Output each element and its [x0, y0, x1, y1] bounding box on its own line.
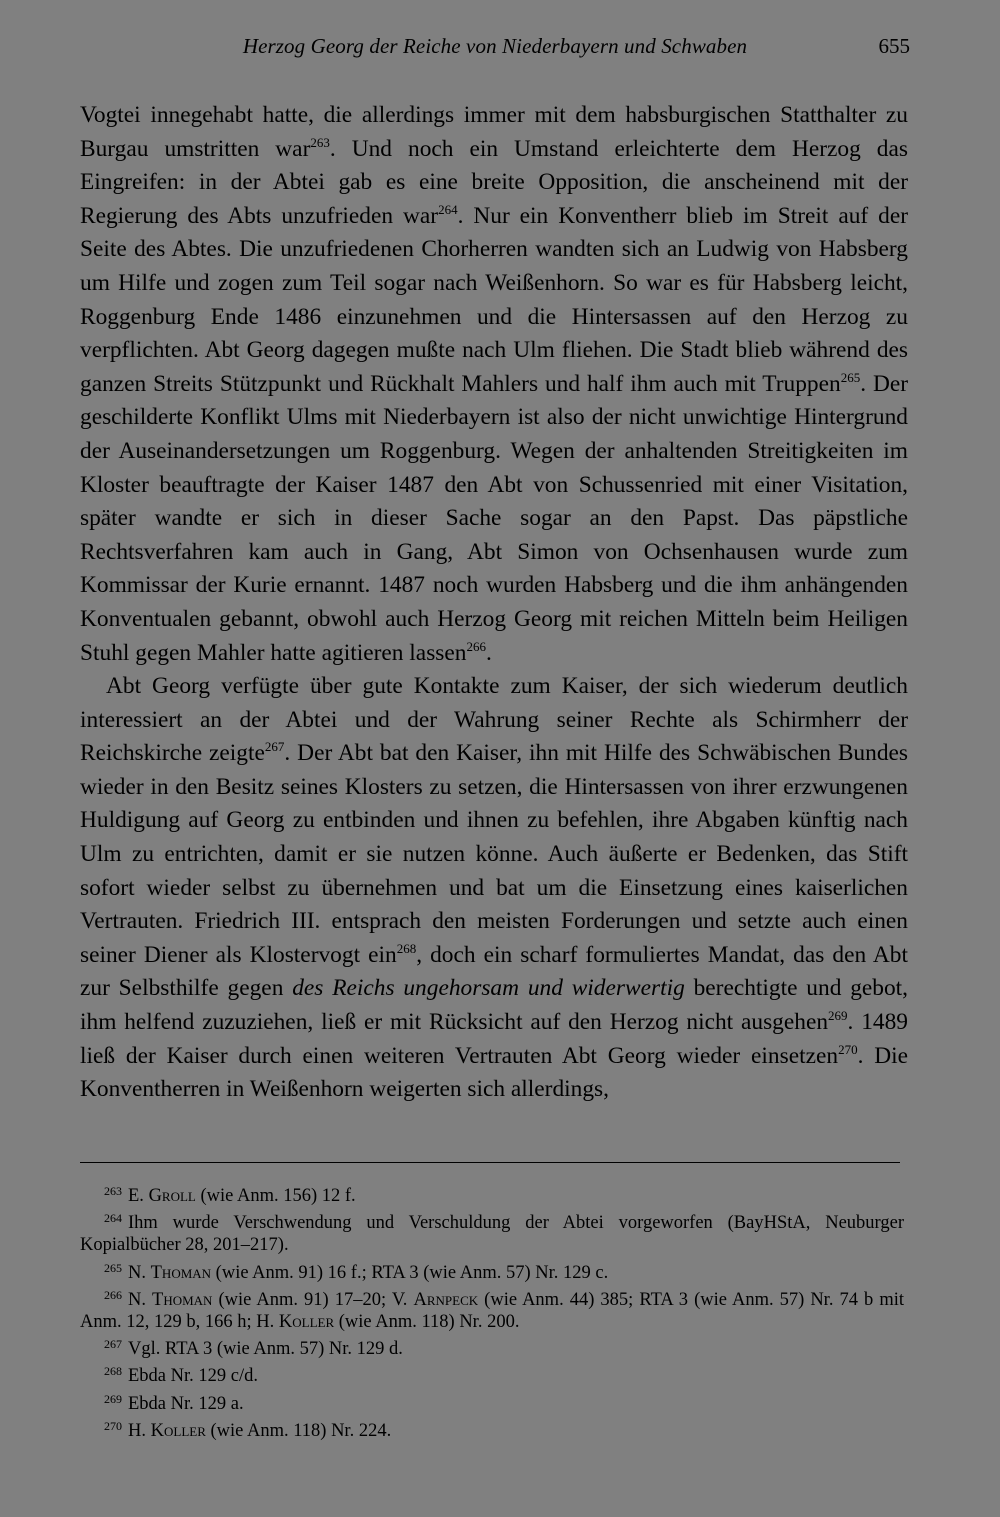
- author-name: Thoman: [150, 1262, 212, 1283]
- footnote-number: 263: [104, 1184, 122, 1198]
- footnote-text: (wie Anm. 118) Nr. 224.: [205, 1420, 392, 1441]
- footnote-number: 268: [104, 1364, 122, 1379]
- footnote-ref-270: 270: [838, 1041, 858, 1057]
- footnote-ref-263: 263: [310, 134, 330, 150]
- author-name: Arnpeck: [413, 1289, 479, 1310]
- author-name: Koller: [278, 1312, 335, 1333]
- paragraph-2: [80, 670, 908, 1107]
- footnote-text: (wie Anm. 44) 385; RTA 3 (wie Anm. 57) Nr. 74 b mit Anm. 12, 129 b, 166 h; H.: [80, 1289, 904, 1333]
- text-run: . Nur ein Konventherr blieb im Streit auf der Seite des Abtes. Die unzufriedenen Chorherren wandten sich an Ludwig von Habsberg um Hilfe und zogen zum Teil sogar nach Weißenhorn. So war es für Habsberg leicht, Roggenburg Ende 1486 einzunehmen und die Hintersassen auf den Herzog zu verpflichten. Abt Georg dagegen mußte nach Ulm fliehen. Die Stadt blieb während des ganzen Streits Stützpunkt und Rückhalt Mahlers und half ihm auch mit Truppen: [80, 202, 908, 397]
- text-run: Abt Georg verfügte über gute Kontakte zum Kaiser, der sich wiederum deutlich interessiert an der Abtei und der Wahrung seiner Rechte als Schirmherr der Reichskirche zeigte: [80, 673, 908, 767]
- running-title: Herzog Georg der Reiche von Niederbayern und Schwaben: [242, 34, 748, 58]
- footnote-270: [80, 1415, 904, 1442]
- footnote-text: Ebda Nr. 129 a.: [128, 1393, 244, 1414]
- footnote-264: [80, 1207, 904, 1256]
- text-run: . 1489 ließ der Kaiser durch einen weiteren Vertrauten Abt Georg wieder einsetzen: [80, 1009, 908, 1069]
- footnote-ref-266: 266: [466, 638, 486, 654]
- footnote-text: (wie Anm. 156) 12 f.: [195, 1186, 356, 1206]
- footnote-ref-269: 269: [828, 1008, 848, 1024]
- quoted-phrase: des Reichs ungehorsam und widerwertig: [292, 975, 685, 1002]
- text-run: . Die Konventherren in Weißenhorn weigerten sich allerdings,: [80, 1042, 908, 1103]
- footnote-number: 269: [104, 1391, 122, 1406]
- footnote-ref-264: 264: [438, 201, 458, 217]
- footnote-ref-267: 267: [264, 739, 285, 755]
- footnote-text: Vgl. RTA 3 (wie Anm. 57) Nr. 129 d.: [128, 1339, 403, 1360]
- text-run: .: [485, 639, 492, 666]
- text-run: . Und noch ein Umstand erleichterte dem Herzog das Eingreifen: in der Abtei gab es eine breite Opposition, die anscheinend mit der Regierung des Abts unzufrieden war: [80, 135, 908, 229]
- footnote-text: N.: [128, 1289, 153, 1310]
- footnote-number: 265: [104, 1260, 122, 1275]
- footnote-text: N.: [128, 1262, 151, 1283]
- footnote-263: [80, 1180, 904, 1207]
- footnote-ref-265: 265: [840, 369, 861, 385]
- text-run: berechtigte und gebot, ihm helfend zuzuziehen, ließ er mit Rücksicht auf den Herzog nicht ausgehen: [80, 975, 909, 1036]
- running-header: [80, 34, 910, 68]
- text-run: , doch ein scharf formuliertes Mandat, das den Abt zur Selbsthilfe gegen: [80, 941, 908, 1002]
- footnote-number: 266: [104, 1287, 122, 1302]
- text-run: Vogtei innegehabt hatte, die allerdings immer mit dem habsburgischen Statthalter zu Burgau umstritten war: [80, 102, 908, 162]
- footnote-divider: [80, 1162, 900, 1163]
- footnote-number: 270: [104, 1418, 122, 1433]
- footnote-number: 267: [104, 1337, 122, 1352]
- footnote-265: [80, 1257, 904, 1284]
- footnote-ref-268: 268: [396, 940, 417, 956]
- footnote-268: [80, 1360, 904, 1387]
- footnote-text: (wie Anm. 91) 16 f.; RTA 3 (wie Anm. 57) Nr. 129 c.: [211, 1262, 609, 1283]
- text-run: . Der geschilderte Konflikt Ulms mit Niederbayern ist also der nicht unwichtige Hintergrund der Auseinandersetzungen um Roggenburg. Wegen der anhaltenden Streitigkeiten im Kloster beauftragte der Kaiser 1487 den Abt von Schussenried mit einer Visitation, später wandte er sich in dieser Sache sogar an den Papst. Das päpstliche Rechtsverfahren kam auch in Gang, Abt Simon von Ochsenhausen wurde zum Kommissar der Kurie ernannt. 1487 noch wurden Habsberg und die ihm anhängenden Konventualen gebannt, obwohl auch Herzog Georg mit reichen Mitteln beim Heiligen Stuhl gegen Mahler hatte agitieren lassen: [80, 370, 909, 666]
- text-run: . Der Abt bat den Kaiser, ihn mit Hilfe des Schwäbischen Bundes wieder in den Besitz seines Klosters zu setzen, die Hintersassen von ihrer erzwungenen Huldigung auf Georg zu entbinden und ihnen zu befehlen, ihre Abgaben künftig nach Ulm zu entrichten, damit er sie nutzen könne. Auch äußerte er Bedenken, das Stift sofort wieder selbst zu übernehmen und bat um die Einsetzung eines kaiserlichen Vertrauten. Friedrich III. entsprach den meisten Forderungen und setzte auch einen seiner Diener als Klostervogt ein: [80, 740, 909, 968]
- footnote-266: [80, 1284, 904, 1333]
- footnote-text: (wie Anm. 118) Nr. 200.: [334, 1312, 520, 1333]
- footnote-text: H.: [128, 1420, 151, 1441]
- footnote-text: Ihm wurde Verschwendung und Verschuldung der Abtei vorgeworfen (BayHStA, Neuburger Kopialbücher 28, 201–217).: [80, 1213, 904, 1256]
- footnote-text: Ebda Nr. 129 c/d.: [128, 1366, 258, 1387]
- footnote-text: E.: [128, 1186, 149, 1206]
- author-name: Groll: [148, 1186, 196, 1206]
- page-number: 655: [878, 34, 910, 58]
- paragraph-1: [80, 99, 908, 670]
- footnotes: [80, 1180, 904, 1442]
- footnote-269: [80, 1388, 904, 1415]
- body-text: [80, 99, 908, 1107]
- author-name: Koller: [150, 1420, 206, 1441]
- footnote-text: (wie Anm. 91) 17–20; V.: [212, 1289, 414, 1310]
- author-name: Thoman: [152, 1289, 213, 1310]
- footnote-267: [80, 1333, 904, 1360]
- footnote-number: 264: [104, 1211, 122, 1226]
